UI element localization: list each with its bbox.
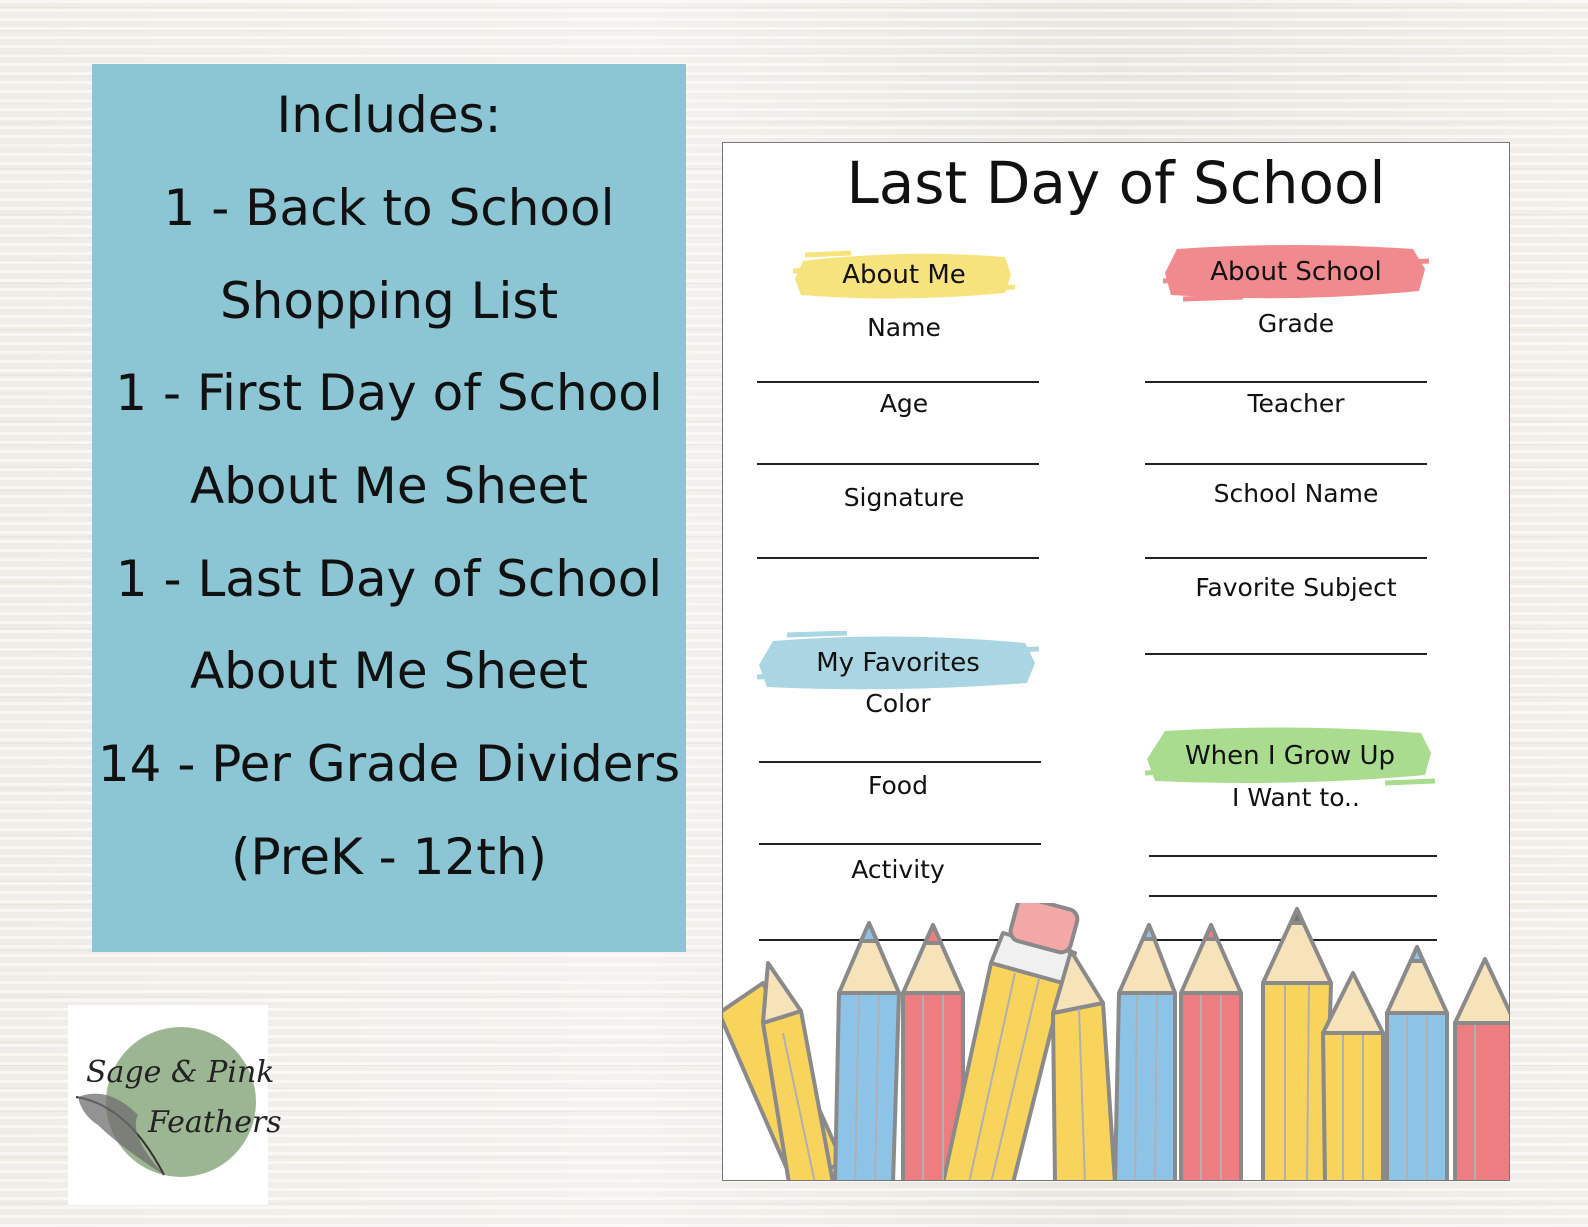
includes-item-line: About Me Sheet [189, 642, 589, 700]
field-label-signature: Signature [843, 483, 965, 512]
when-i-grow-up-heading [1145, 723, 1435, 789]
field-label-food: Food [868, 771, 928, 800]
includes-item-line: Shopping List [219, 272, 559, 330]
about-school-heading [1163, 241, 1429, 303]
field-label-grade: Grade [1257, 309, 1335, 338]
includes-item-line: 1 - Last Day of School [115, 550, 663, 608]
favorite-subject-line [1145, 653, 1427, 655]
includes-item-line: 1 - Back to School [163, 179, 615, 237]
field-label-age: Age [879, 389, 929, 418]
name-line [757, 381, 1039, 383]
brand-logo [68, 1005, 282, 1205]
field-label-activity: Activity [851, 855, 945, 884]
color-line [759, 761, 1041, 763]
includes-item-line: About Me Sheet [189, 457, 589, 515]
includes-panel [92, 64, 686, 952]
field-label-i-want-to: I Want to.. [1232, 783, 1360, 812]
includes-item-line: 1 - First Day of School [115, 364, 663, 422]
grow-up-line-2 [1149, 895, 1437, 897]
about-me-heading [791, 245, 1017, 305]
field-label-teacher: Teacher [1247, 389, 1345, 418]
field-label-color: Color [865, 689, 931, 718]
grade-line [1145, 381, 1427, 383]
grow-up-line-1 [1149, 855, 1437, 857]
about-school-label: About School [1210, 257, 1382, 287]
sheet-title: Last Day of School [846, 149, 1386, 217]
field-label-name: Name [867, 313, 941, 342]
field-label-favorite-subject: Favorite Subject [1195, 573, 1397, 602]
school-name-line [1145, 557, 1427, 559]
my-favorites-label: My Favorites [816, 648, 980, 678]
field-label-school-name: School Name [1213, 479, 1379, 508]
signature-line [757, 557, 1039, 559]
pencils-illustration [723, 903, 1510, 1181]
age-line [757, 463, 1039, 465]
about-me-label: About Me [842, 260, 966, 290]
logo-text-line1: Sage & Pink [86, 1055, 275, 1090]
teacher-line [1145, 463, 1427, 465]
includes-item-line: 14 - Per Grade Dividers [97, 735, 681, 793]
when-i-grow-up-label: When I Grow Up [1184, 741, 1396, 771]
includes-item-line: (PreK - 12th) [230, 828, 548, 886]
worksheet-preview [722, 142, 1510, 1181]
logo-text-line2: Feathers [148, 1105, 282, 1140]
my-favorites-heading [757, 631, 1039, 695]
food-line [759, 843, 1041, 845]
includes-heading: Includes: [276, 86, 502, 144]
